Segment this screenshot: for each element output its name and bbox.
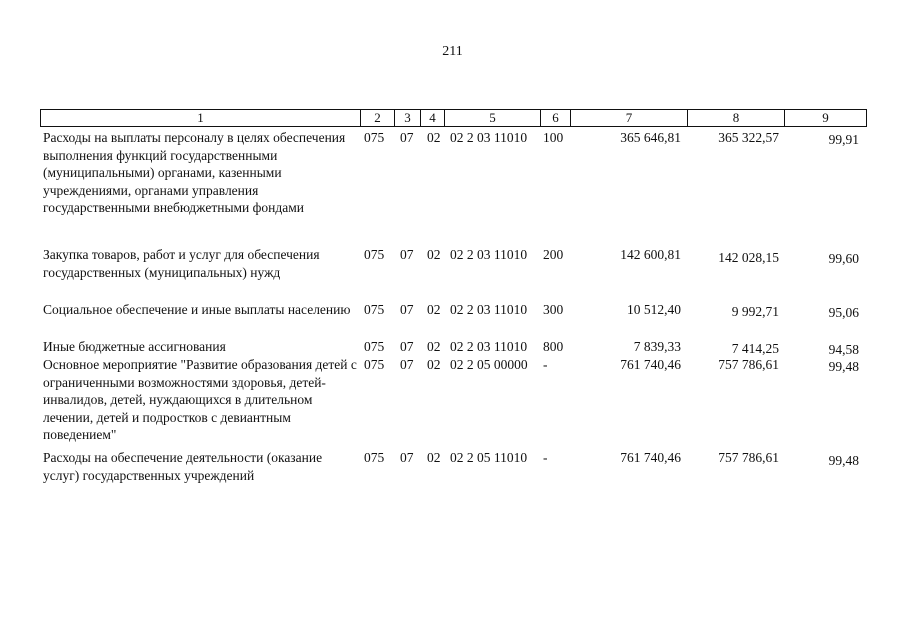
header-col-6: 6 [541,110,571,126]
row-name: Закупка товаров, работ и услуг для обеспечения государственных (муниципальных) нужд [43,247,320,280]
col-6-value: - [543,357,548,372]
header-col-4: 4 [421,110,445,126]
col-2-value: 075 [364,339,385,354]
col-3-value: 07 [400,450,414,465]
col-6-value: 800 [543,339,564,354]
col-4-value: 02 [427,450,441,465]
col-5-value: 02 2 03 11010 [450,130,528,145]
col-5-value: 02 2 05 00000 [450,357,528,372]
col-8-value: 757 786,61 [718,357,779,372]
col-3-value: 07 [400,130,414,145]
col-3-value: 07 [400,357,414,372]
col-2-value: 075 [364,450,385,465]
col-4-value: 02 [427,130,441,145]
col-7-value: 365 646,81 [620,130,681,145]
col-4-value: 02 [427,357,441,372]
col-7-value: 761 740,46 [620,357,681,372]
col-6-value: 300 [543,302,564,317]
header-col-1: 1 [41,110,361,126]
col-8-value: 365 322,57 [718,130,779,145]
col-6-value: 100 [543,130,564,145]
col-7-value: 10 512,40 [627,302,681,317]
row-name: Социальное обеспечение и иные выплаты населению [43,302,351,317]
col-9-value: 99,48 [828,359,859,374]
col-9-value: 99,48 [828,453,859,468]
col-2-value: 075 [364,357,385,372]
col-7-value: 142 600,81 [620,247,681,262]
col-5-value: 02 2 03 11010 [450,302,528,317]
col-9-value: 95,06 [828,305,859,320]
col-3-value: 07 [400,339,414,354]
col-6-value: 200 [543,247,564,262]
header-col-7: 7 [571,110,688,126]
row-name: Основное мероприятие "Развитие образования детей с ограниченными возможностями здоровья, детей-инвалидов, детей, нуждающихся в длительном лечении, детей и подростков с девиантным поведением" [43,357,357,443]
col-6-value: - [543,450,548,465]
col-2-value: 075 [364,302,385,317]
table-header [40,109,867,127]
header-col-9: 9 [785,110,867,126]
header-col-3: 3 [395,110,421,126]
col-5-value: 02 2 03 11010 [450,339,528,354]
header-col-5: 5 [445,110,541,126]
col-3-value: 07 [400,247,414,262]
col-4-value: 02 [427,247,441,262]
col-4-value: 02 [427,302,441,317]
row-name: Иные бюджетные ассигнования [43,339,226,354]
col-3-value: 07 [400,302,414,317]
col-9-value: 94,58 [828,342,859,357]
col-2-value: 075 [364,130,385,145]
col-7-value: 7 839,33 [633,339,681,354]
col-7-value: 761 740,46 [620,450,681,465]
row-name: Расходы на выплаты персоналу в целях обеспечения выполнения функций государственными (муниципальными) органами, казенными учреждениями, органами управления государственными внебюджетными фондами [43,130,346,216]
col-5-value: 02 2 03 11010 [450,247,528,262]
col-5-value: 02 2 05 11010 [450,450,528,465]
page-number: 211 [442,44,463,59]
col-8-value: 757 786,61 [718,450,779,465]
col-8-value: 7 414,25 [731,341,779,356]
col-2-value: 075 [364,247,385,262]
header-col-2: 2 [361,110,395,126]
header-col-8: 8 [688,110,785,126]
col-9-value: 99,60 [828,251,859,266]
col-4-value: 02 [427,339,441,354]
row-name: Расходы на обеспечение деятельности (оказание услуг) государственных учреждений [43,450,323,483]
col-8-value: 9 992,71 [731,304,779,319]
col-9-value: 99,91 [828,132,859,147]
col-8-value: 142 028,15 [718,250,779,265]
